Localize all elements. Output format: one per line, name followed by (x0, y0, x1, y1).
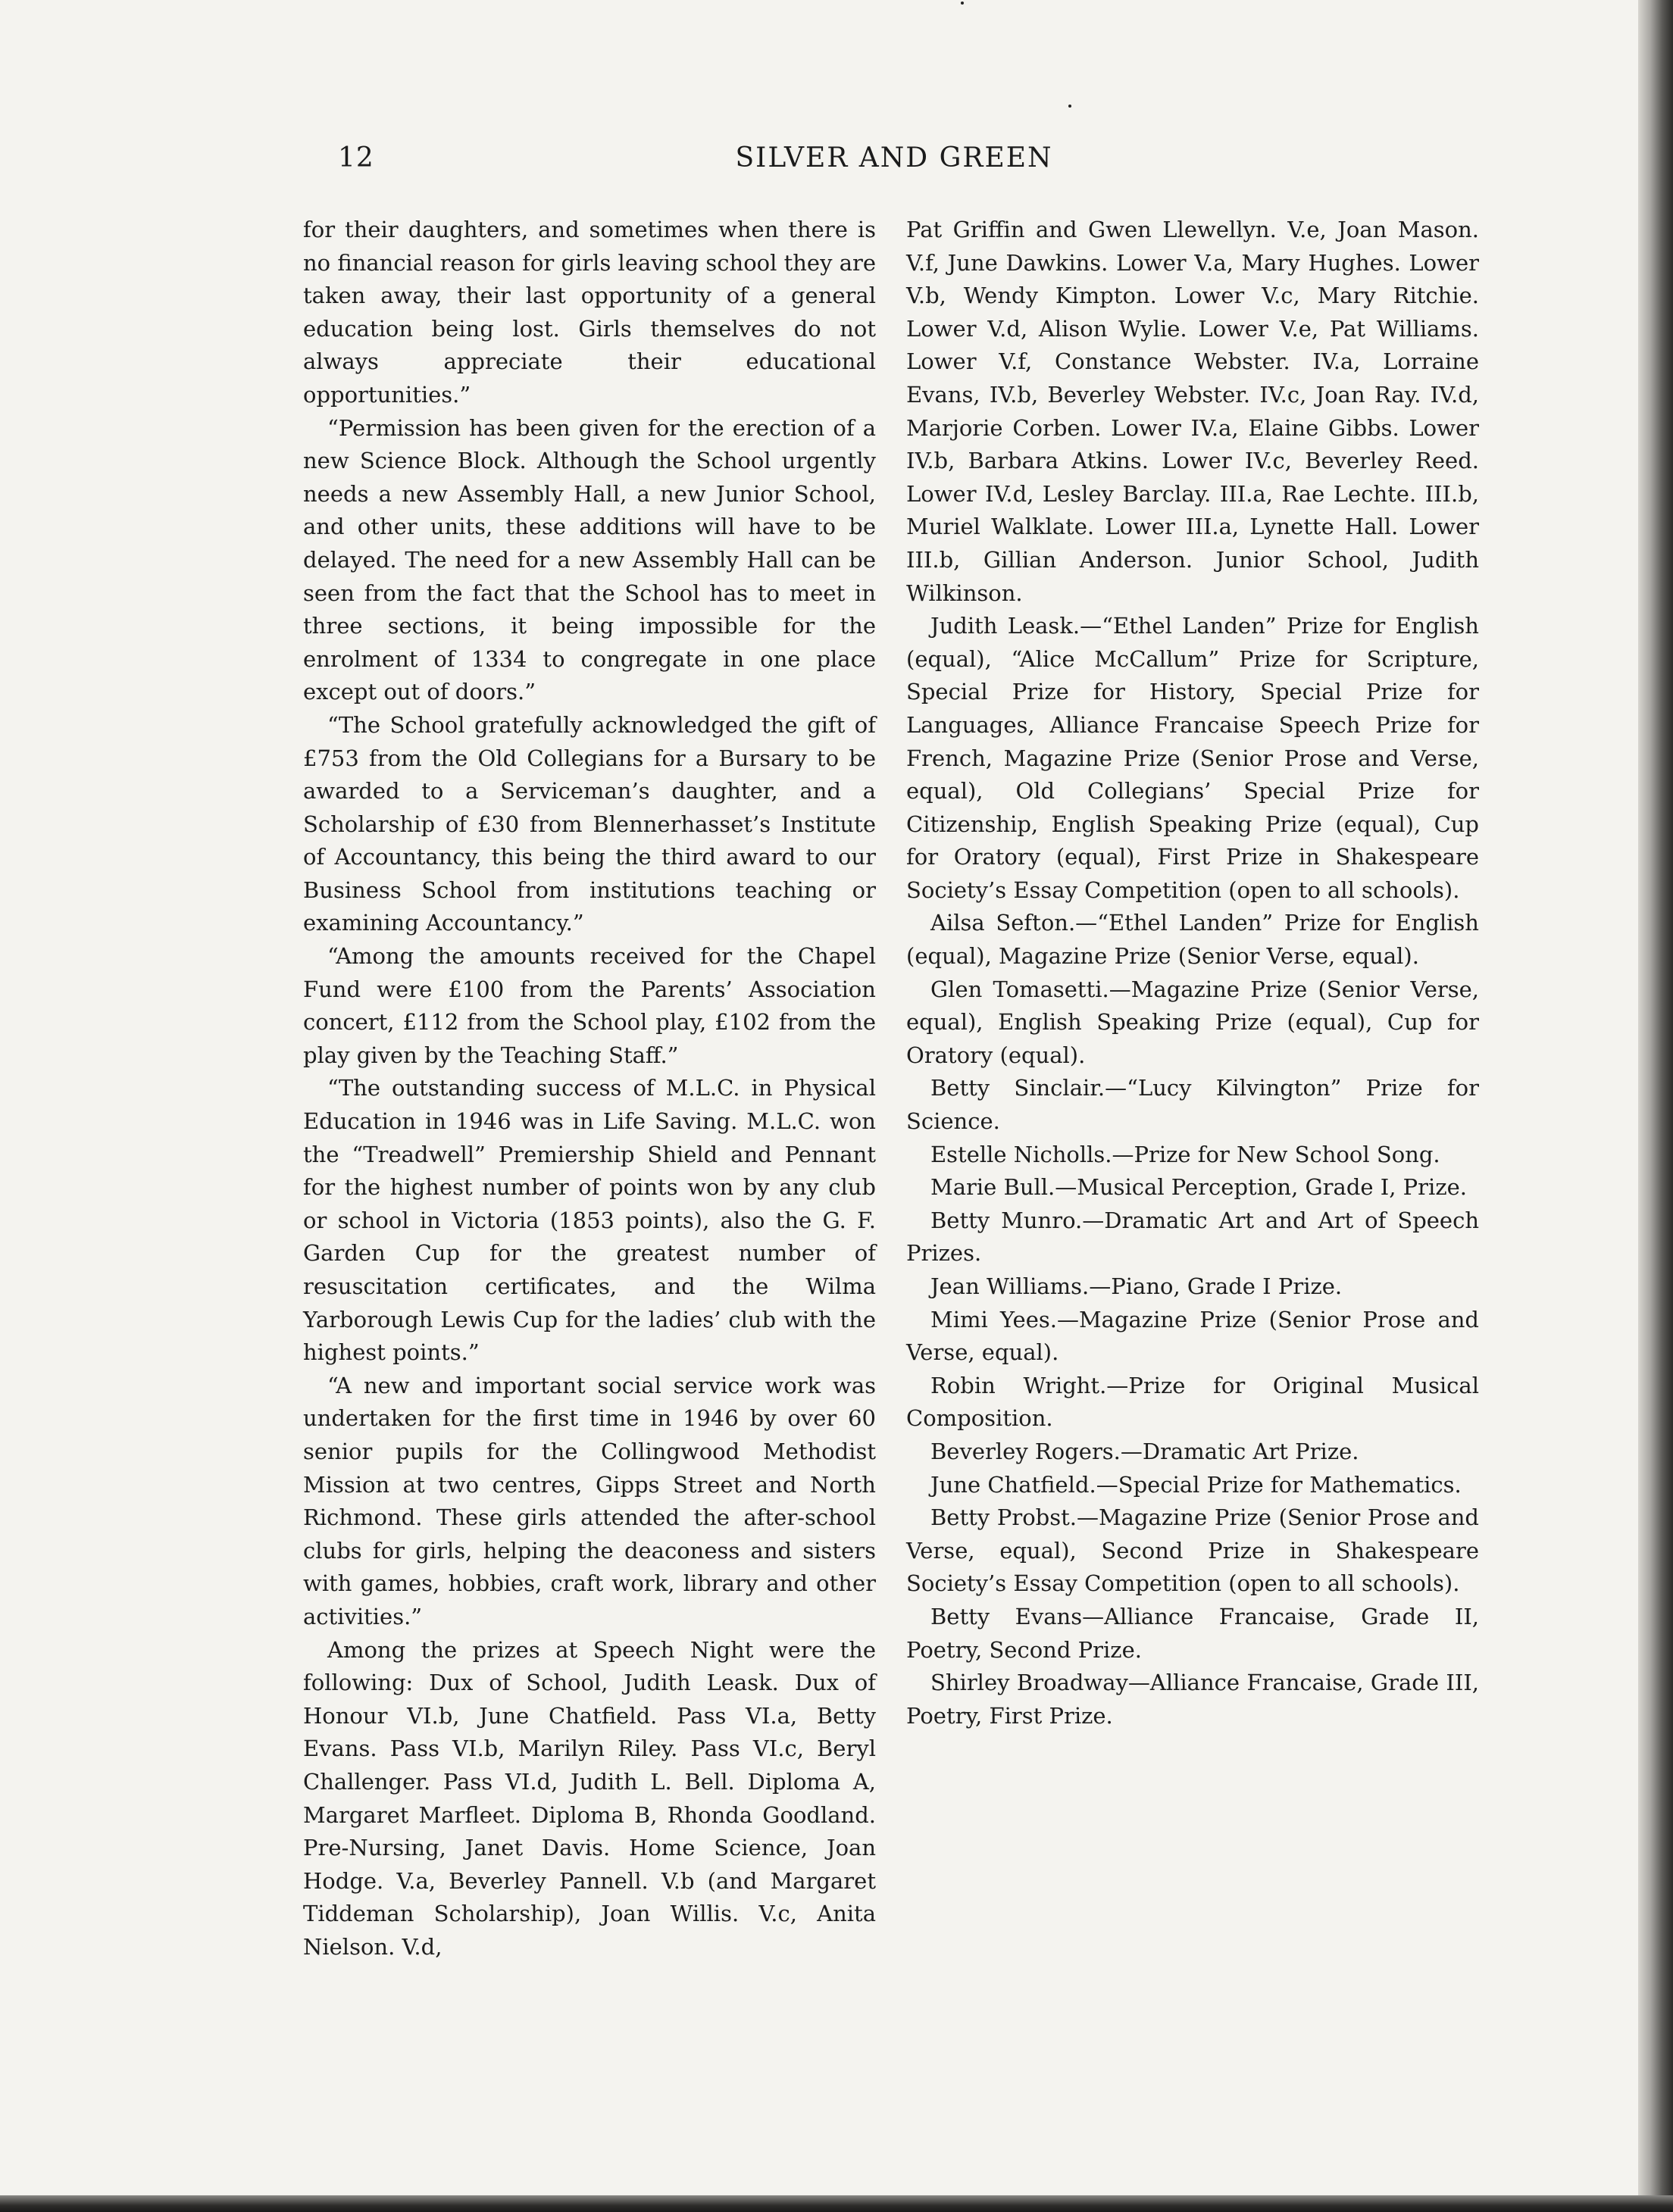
paragraph: Betty Probst.—Magazine Prize (Senior Prose and Verse, equal), Second Prize in Shakespeare Society’s Essay Competition (open to all schools). (906, 1504, 1479, 1597)
paragraph: “A new and important social service work was undertaken for the first time in 1946 by over 60 senior pupils for the Collingwood Methodist Mission at two centres, Gipps Street and North Richmond. These girls attended the after-school clubs for girls, helping the deaconess and sisters with games, hobbies, craft work, library and other activities.” (303, 1372, 876, 1629)
paragraph: “The outstanding success of M.L.C. in Physical Education in 1946 was in Life Saving. M.L.C. won the “Treadwell” Premiership Shield and Pennant for the highest number of points won by any club or school in Victoria (1853 points), also the G. F. Garden Cup for the greatest number of resuscitation certificates, and the Wilma Yarborough Lewis Cup for the ladies’ club with the highest points.” (303, 1075, 876, 1366)
page-header (302, 142, 1487, 185)
scan-speck (1068, 105, 1071, 108)
left-text-column (303, 214, 876, 1964)
paragraph: Judith Leask.—“Ethel Landen” Prize for English (equal), “Alice McCallum” Prize for Scripture, Special Prize for History, Special Prize for Languages, Alliance Francaise Speech Prize for French, Magazine Prize (Senior Prose and Verse, equal), Old Collegians’ Special Prize for Citizenship, English Speaking Prize (equal), Cup for Oratory (equal), First Prize in Shakespeare Society’s Essay Competition (open to all schools). (906, 613, 1479, 903)
right-text-column (906, 214, 1479, 1732)
paragraph: Ailsa Sefton.—“Ethel Landen” Prize for English (equal), Magazine Prize (Senior Verse, equal). (906, 910, 1479, 970)
scan-speck (961, 2, 964, 5)
page-number: 12 (338, 142, 374, 173)
paragraph: Glen Tomasetti.—Magazine Prize (Senior Verse, equal), English Speaking Prize (equal), Cup for Oratory (equal). (906, 976, 1479, 1068)
paragraph: Jean Williams.—Piano, Grade I Prize. (930, 1273, 1343, 1299)
page-bottom-edge (0, 2195, 1673, 2212)
paragraph: Mimi Yees.—Magazine Prize (Senior Prose and Verse, equal). (906, 1306, 1479, 1366)
paragraph: Betty Munro.—Dramatic Art and Art of Speech Prizes. (906, 1207, 1479, 1267)
paragraph: for their daughters, and sometimes when there is no financial reason for girls leaving school they are taken away, their last opportunity of a general education being lost. Girls themselves do not always appreciate their educational opportunities.” (303, 217, 877, 408)
paragraph: June Chatfield.—Special Prize for Mathematics. (930, 1471, 1462, 1498)
paragraph: Estelle Nicholls.—Prize for New School Song. (930, 1141, 1440, 1167)
paragraph: “Among the amounts received for the Chapel Fund were £100 from the Parents’ Association concert, £112 from the School play, £102 from the play given by the Teaching Staff.” (303, 943, 876, 1068)
paragraph: Betty Sinclair.—“Lucy Kilvington” Prize for Science. (906, 1075, 1479, 1135)
paragraph: Pat Griffin and Gwen Llewellyn. V.e, Joan Mason. V.f, June Dawkins. Lower V.a, Mary Hughes. Lower V.b, Wendy Kimpton. Lower V.c, Mary Ritchie. Lower V.d, Alison Wylie. Lower V.e, Pat Williams. Lower V.f, Constance Webster. IV.a, Lorraine Evans, IV.b, Beverley Webster. IV.c, Joan Ray. IV.d, Marjorie Corben. Lower IV.a, Elaine Gibbs. Lower IV.b, Barbara Atkins. Lower IV.c, Beverley Reed. Lower IV.d, Lesley Barclay. III.a, Rae Lechte. III.b, Muriel Walklate. Lower III.a, Lynette Hall. Lower III.b, Gillian Anderson. Junior School, Judith Wilkinson. (906, 217, 1479, 606)
paragraph: Robin Wright.—Prize for Original Musical Composition. (906, 1372, 1479, 1432)
page-edge-shadow (1638, 0, 1673, 2212)
paragraph: Shirley Broadway—Alliance Francaise, Grade III, Poetry, First Prize. (906, 1670, 1479, 1729)
paragraph: Among the prizes at Speech Night were the following: Dux of School, Judith Leask. Dux of Honour VI.b, June Chatfield. Pass VI.a, Betty Evans. Pass VI.b, Marilyn Riley. Pass VI.c, Beryl Challenger. Pass VI.d, Judith L. Bell. Diploma A, Margaret Marfleet. Diploma B, Rhonda Goodland. Pre-Nursing, Janet Davis. Home Science, Joan Hodge. V.a, Beverley Pannell. V.b (and Margaret Tiddeman Scholarship), Joan Willis. V.c, Anita Nielson. V.d, (303, 1636, 876, 1960)
journal-title: SILVER AND GREEN (735, 142, 1053, 173)
paragraph: Marie Bull.—Musical Perception, Grade I, Prize. (930, 1174, 1467, 1201)
paragraph: Beverley Rogers.—Dramatic Art Prize. (930, 1438, 1359, 1464)
paragraph: “Permission has been given for the erection of a new Science Block. Although the School urgently needs a new Assembly Hall, a new Junior School, and other units, these additions will have to be delayed. The need for a new Assembly Hall can be seen from the fact that the School has to meet in three sections, it being impossible for the enrolment of 1334 to congregate in one place except out of doors.” (303, 414, 876, 705)
paragraph: “The School gratefully acknowledged the gift of £753 from the Old Collegians for a Bursary to be awarded to a Serviceman’s daughter, and a Scholarship of £30 from Blennerhasset’s Institute of Accountancy, this being the third award to our Business School from institutions teaching or examining Accountancy.” (303, 711, 876, 936)
paragraph: Betty Evans—Alliance Francaise, Grade II, Poetry, Second Prize. (906, 1603, 1479, 1663)
